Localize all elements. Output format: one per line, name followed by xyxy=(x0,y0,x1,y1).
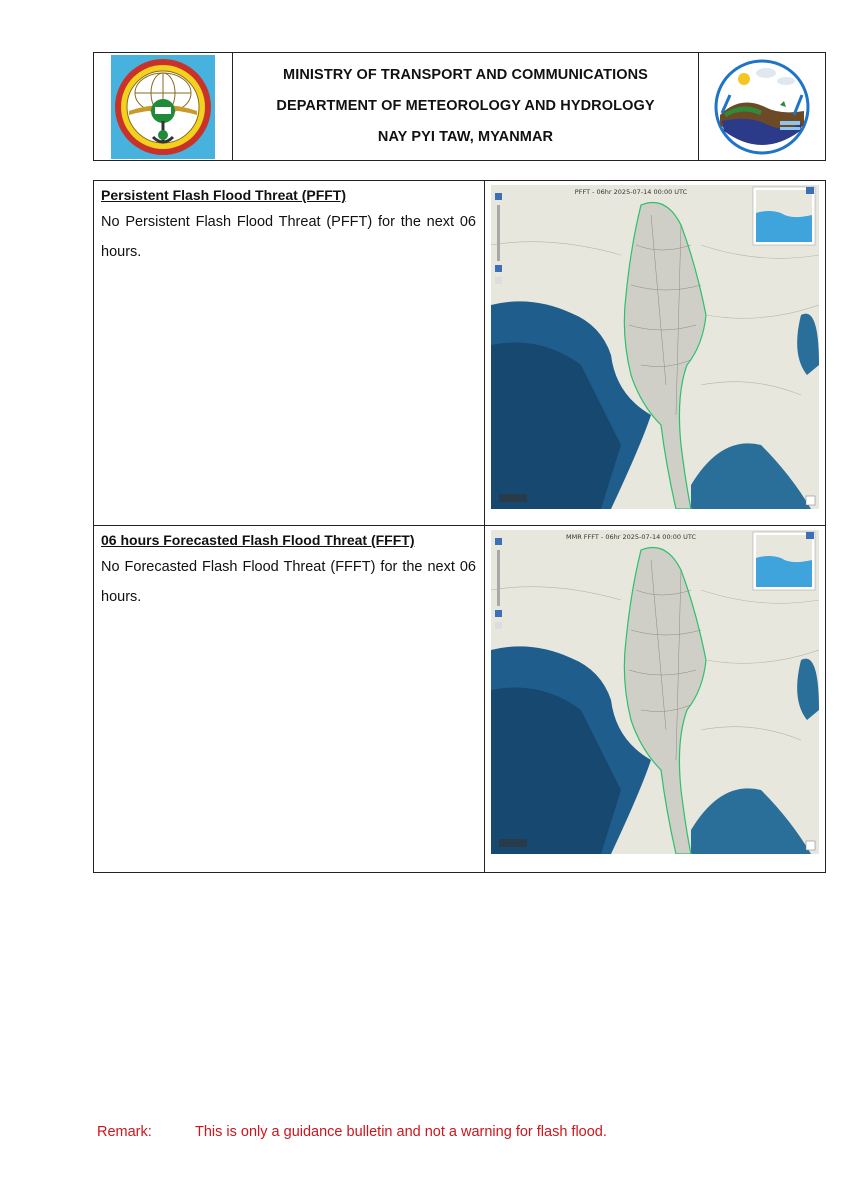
pfft-map-cell xyxy=(485,181,825,525)
hydrology-cycle-logo xyxy=(710,55,814,159)
pfft-title: Persistent Flash Flood Threat (PFFT) xyxy=(101,187,347,203)
ministry-logo-cell xyxy=(94,53,233,160)
remark-text: This is only a guidance bulletin and not a warning for flash flood. xyxy=(195,1124,607,1140)
pfft-text-cell xyxy=(94,181,485,525)
pfft-map xyxy=(491,185,819,509)
remark-label: Remark: xyxy=(97,1124,152,1140)
ministry-emblem-logo xyxy=(111,55,215,159)
pfft-row xyxy=(94,181,825,526)
ffft-row xyxy=(94,526,825,872)
pfft-map-caption: PFFT - 06hr 2025-07-14 00:00 UTC xyxy=(574,188,688,196)
dmh-logo-cell xyxy=(699,53,825,160)
ffft-title: 06 hours Forecasted Flash Flood Threat (FFFT) xyxy=(101,532,415,548)
letterhead-table xyxy=(93,52,826,161)
pfft-description: No Persistent Flash Flood Threat (PFFT) for the next 06 hours. xyxy=(101,214,476,260)
ministry-name: MINISTRY OF TRANSPORT AND COMMUNICATIONS xyxy=(283,67,648,83)
remark-line xyxy=(97,1124,607,1140)
flood-threat-table xyxy=(93,180,826,873)
department-name: DEPARTMENT OF METEOROLOGY AND HYDROLOGY xyxy=(276,98,655,114)
location: NAY PYI TAW, MYANMAR xyxy=(377,129,554,145)
letterhead-title xyxy=(233,53,699,160)
ffft-map-caption: MMR FFFT - 06hr 2025-07-14 00:00 UTC xyxy=(565,533,697,541)
ffft-description: No Forecasted Flash Flood Threat (FFFT) for the next 06 hours. xyxy=(101,559,476,605)
ffft-map xyxy=(491,530,819,854)
ffft-map-cell xyxy=(485,526,825,872)
ffft-text-cell xyxy=(94,526,485,872)
